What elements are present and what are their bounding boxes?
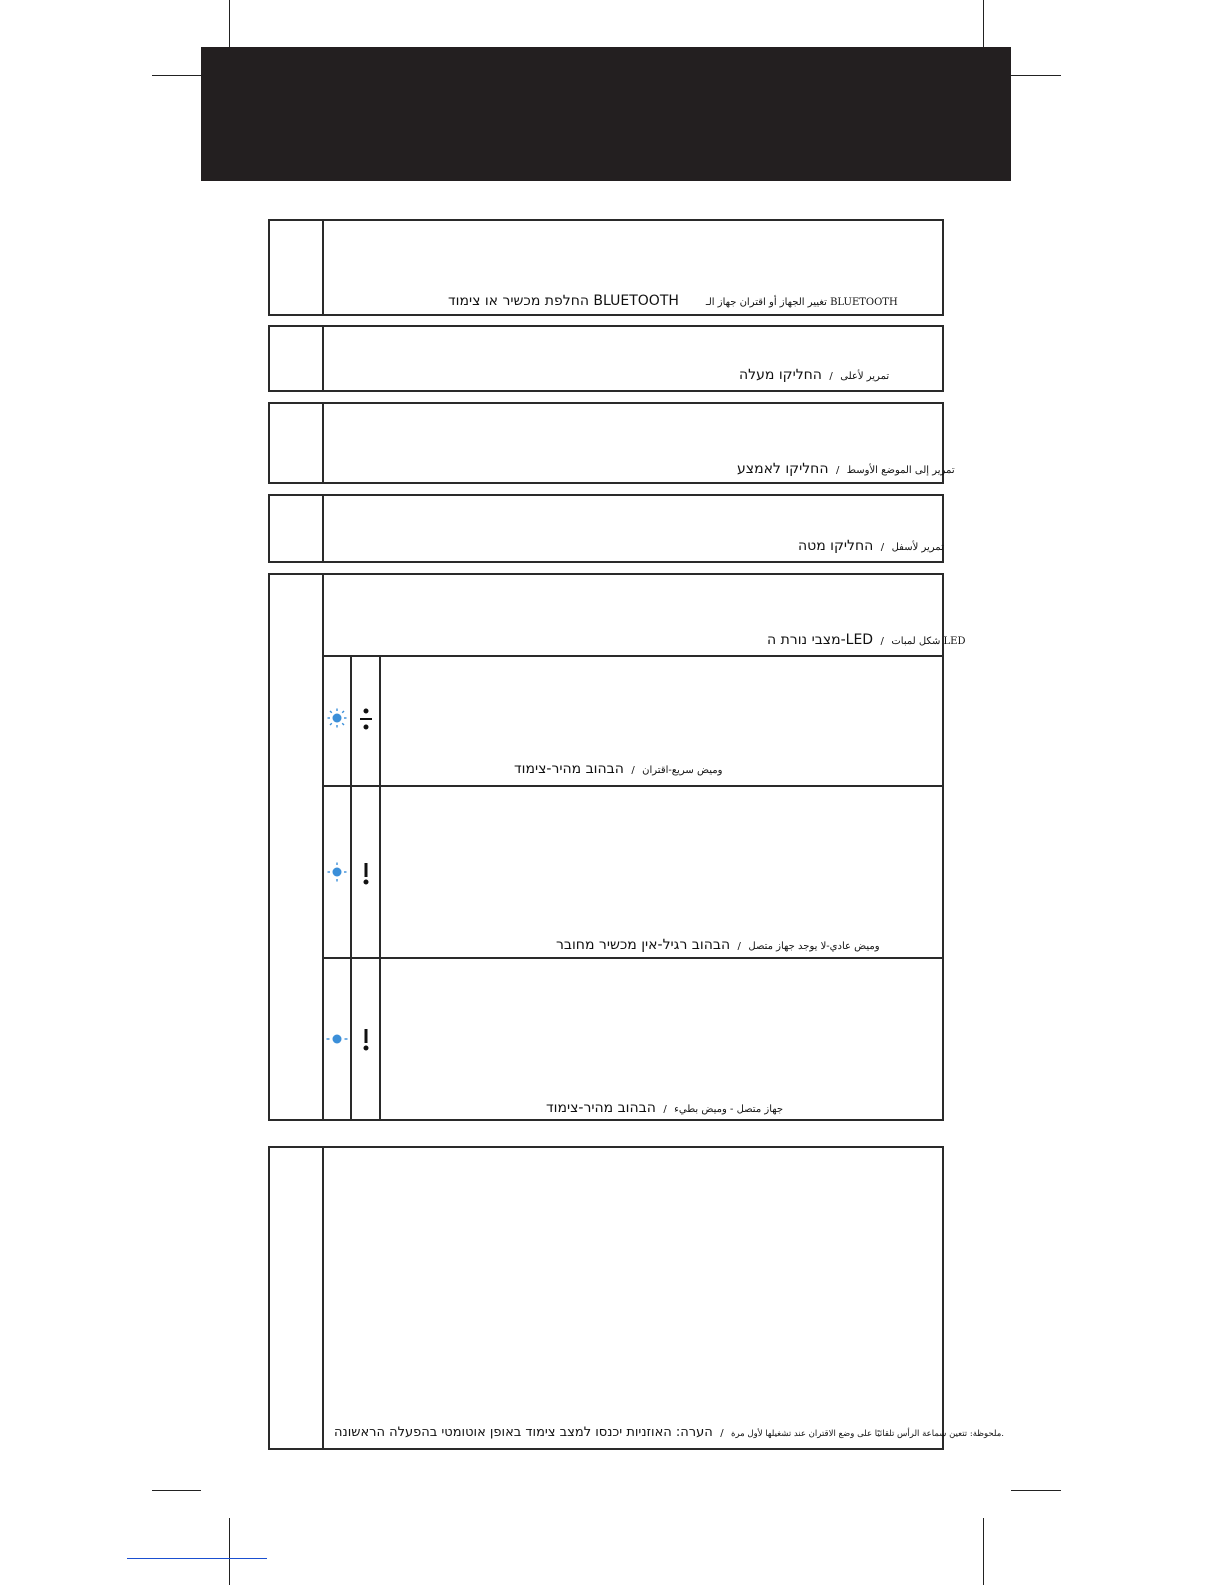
note-he: הערה: האוזניות יכנסו למצב צימוד באופן אוטומטי בהפעלה הראשונה <box>334 1425 713 1440</box>
note-ar: ملحوظة: تتعين سماعة الرأس تلقائيًا على وضع الاقتران عند تشغيلها لأول مرة. <box>731 1429 1004 1439</box>
divider <box>350 655 352 1119</box>
section-led-states <box>268 573 966 1121</box>
led-state-3-caption <box>546 1100 783 1118</box>
led-fast-blink-icon <box>327 708 347 728</box>
separator: / <box>880 542 885 553</box>
led-normal-blink-icon <box>327 862 347 882</box>
bluetooth-label-ar: تغيير الجهاز أو اقتران جهاز الـ BLUETOOTH <box>705 297 898 308</box>
crop-mark <box>152 75 201 76</box>
button-press-icon <box>358 708 374 730</box>
led-title-caption <box>767 632 965 650</box>
separator: / <box>720 1428 724 1439</box>
section-slide-middle <box>268 402 955 484</box>
header-band <box>201 47 1011 181</box>
led-state-1-caption <box>514 761 722 779</box>
crop-mark <box>152 1490 201 1491</box>
section-note <box>268 1146 1004 1450</box>
slide-down-label-ar: تمرير لأسفل <box>891 542 944 553</box>
crop-mark <box>1011 1490 1061 1491</box>
bluetooth-caption <box>448 293 898 311</box>
section-gutter <box>322 1148 324 1448</box>
separator: / <box>829 371 833 382</box>
section-gutter <box>322 496 324 561</box>
slide-up-label-he: החליקו מעלה <box>739 367 822 383</box>
button-hold-icon <box>358 862 374 886</box>
separator: / <box>835 465 840 476</box>
led-title-he: מצבי נורת ה-LED <box>767 632 874 648</box>
divider <box>322 655 942 657</box>
slide-down-label-he: החליקו מטה <box>798 538 874 554</box>
led-state-3-he: הבהוב מהיר-צימוד <box>546 1100 656 1116</box>
divider <box>322 957 942 959</box>
crop-mark <box>229 1518 230 1585</box>
slide-up-caption <box>739 367 889 385</box>
section-slide-down <box>268 494 944 563</box>
led-state-2-ar: وميض عادي-لا يوجد جهاز متصل <box>748 941 880 952</box>
note-caption <box>334 1424 1004 1442</box>
slide-up-label-ar: تمرير لأعلى <box>840 371 890 382</box>
crop-mark <box>983 0 984 47</box>
footer-link-underline <box>127 1558 267 1559</box>
separator: / <box>737 941 741 952</box>
divider <box>379 655 381 1119</box>
slide-down-caption <box>798 538 944 556</box>
section-slide-up <box>268 325 944 392</box>
separator: / <box>663 1104 667 1115</box>
led-slow-blink-icon <box>326 1031 348 1047</box>
separator: / <box>880 636 884 647</box>
separator: / <box>631 765 635 776</box>
divider <box>322 785 942 787</box>
slide-middle-caption <box>737 461 955 479</box>
led-state-1-he: הבהוב מהיר-צימוד <box>514 761 624 777</box>
led-title-ar: شكل لمبات LED <box>891 636 966 647</box>
section-bluetooth <box>268 219 944 316</box>
section-gutter <box>322 404 324 482</box>
button-hold-icon <box>358 1028 374 1052</box>
section-gutter <box>322 221 324 314</box>
led-state-2-caption <box>556 937 880 955</box>
bluetooth-label-he: החלפת מכשיר או צימוד BLUETOOTH <box>448 293 679 309</box>
led-state-3-ar: جهاز متصل - وميض بطيء <box>674 1104 784 1115</box>
section-gutter <box>322 327 324 390</box>
crop-mark <box>229 0 230 47</box>
crop-mark <box>983 1518 984 1585</box>
slide-middle-label-he: החליקו לאמצע <box>737 461 829 477</box>
crop-mark <box>1011 75 1061 76</box>
led-state-2-he: הבהוב רגיל-אין מכשיר מחובר <box>556 937 731 953</box>
led-state-1-ar: وميض سريع-اقتران <box>642 765 723 776</box>
slide-middle-label-ar: تمرير إلى الموضع الأوسط <box>846 465 955 476</box>
